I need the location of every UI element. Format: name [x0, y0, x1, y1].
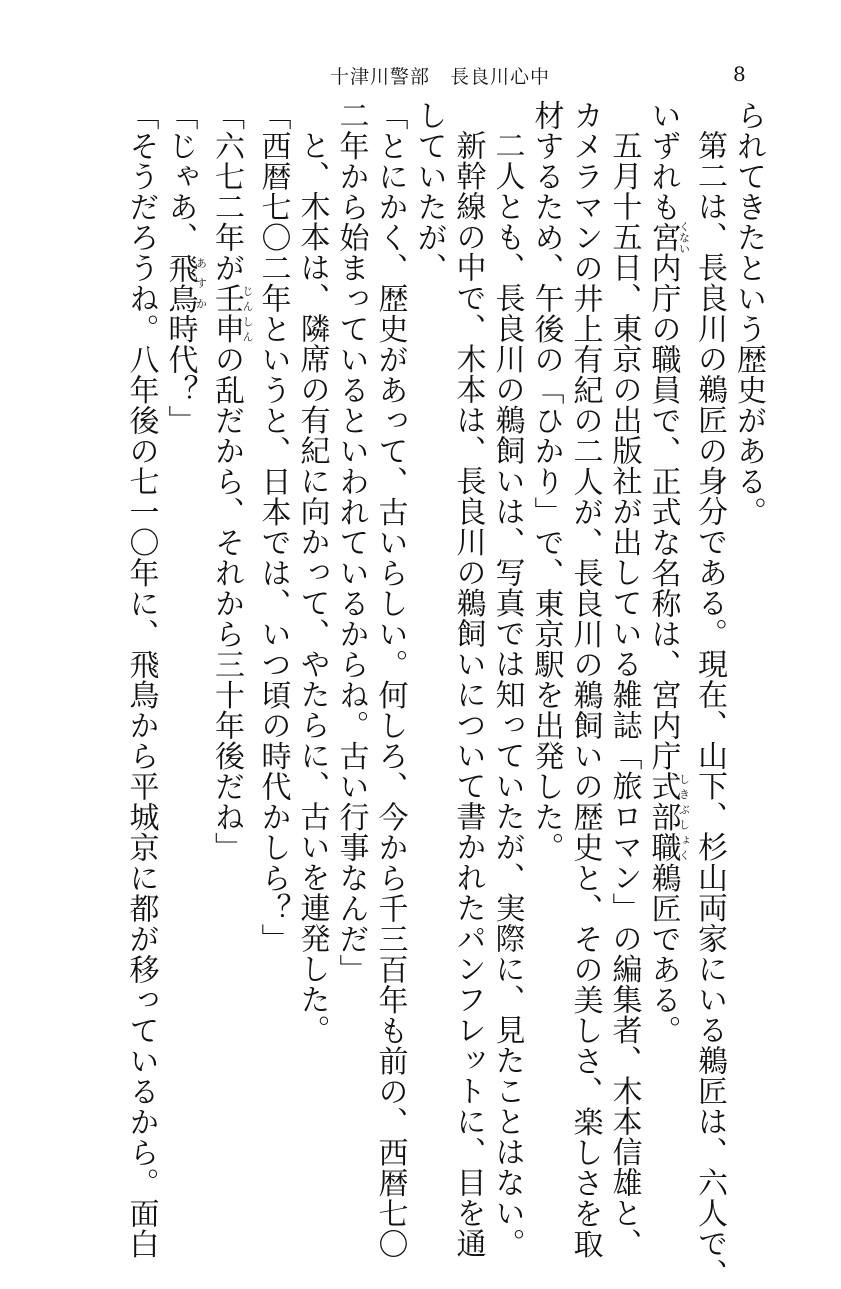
furigana: 飛鳥あすか [162, 252, 208, 314]
text-line: カメラマンの井上有紀の二人が、長良川の鵜飼いの歴史と、その美しさ、楽しさを取 [567, 100, 603, 1259]
text-line: 新幹線の中で、木本は、長良川の鵜飼いについて書かれたパンフレットに、目を通 [450, 130, 486, 1259]
text-line: 「とにかく、歴史があって、古いらしい。何しろ、今から千三百年も前の、西暦七〇 [372, 100, 408, 1259]
furigana: 宮くない [645, 220, 691, 254]
text-line: 「六七二年が壬申じんしんの乱だから、それから三十年後だね」 [209, 100, 254, 863]
text-line: 五月十五日、東京の出版社が出している雑誌「旅ロマン」の編集者、木本信雄と、 [606, 130, 642, 1259]
text-line: と、木本は、隣席の有紀に向かって、やたらに、古いを連発した。 [294, 130, 330, 1045]
text-line: 第二は、長良川の鵜匠の身分である。現在、山下、杉山両家にいる鵜匠は、六人で、 [692, 130, 727, 1289]
furigana: 壬申じんしん [209, 283, 254, 344]
text-line: 「西暦七〇二年というと、日本では、いつ頃の時代かしら？」 [255, 100, 291, 954]
text-line: られてきたという歴史がある。 [731, 100, 766, 527]
text-line: 材するため、午後の「ひかり」で、東京駅を出発した。 [528, 100, 564, 863]
text-line: いずれも宮くない内庁の職員で、正式な名称は、宮内庁式部職しきぶしょく鵜匠である。 [645, 100, 691, 1046]
vertical-text-body [88, 100, 768, 1289]
text-line: 二年から始まっているといわれているからね。古い行事なんだ」 [333, 100, 369, 985]
furigana: 式部職しきぶしょく [645, 771, 691, 863]
running-title: 十津川警部 長良川心中 [330, 66, 551, 88]
text-line: 「そうだろうね。八年後の七一〇年に、飛鳥から平城京に都が移っているから。面白 [123, 100, 159, 1259]
text-line: していたが、 [411, 100, 447, 283]
text-line: 二人とも、長良川の鵜飼いは、写真では知っていたが、実際に、見たことはない。 [489, 130, 525, 1259]
text-line: 「じゃあ、飛鳥あすか時代？」 [162, 100, 208, 436]
page-number: 8 [733, 62, 746, 86]
